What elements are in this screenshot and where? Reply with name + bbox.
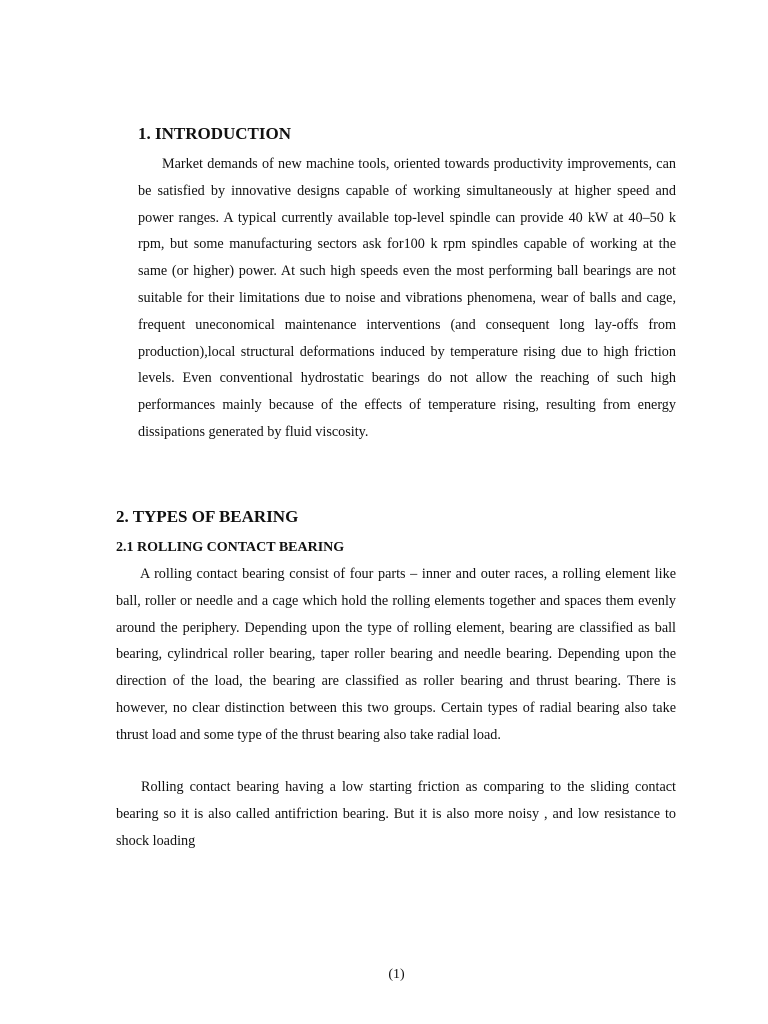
section-heading-types-of-bearing: 2. TYPES OF BEARING xyxy=(116,507,299,526)
subsection-heading-rolling-contact-bearing: 2.1 ROLLING CONTACT BEARING xyxy=(116,540,345,555)
page-number: (1) xyxy=(388,967,405,982)
introduction-paragraph: Market demands of new machine tools, oriented towards productivity improvements, can be satisfied by innovative designs capable of working simultaneously at higher speed and power ranges. A typical currently available top-level spindle can provide 40 kW at 40–50 k rpm, but some manufacturing sectors ask for100 k rpm spindles capable of working at the same (or higher) power. At such high speeds even the most performing ball bearings are not suitable for their limitations due to noise and vibrations phenomena, wear of balls and cage, frequent uneconomical maintenance interventions (and consequent long lay-offs from production),local structural deformations induced by temperature rising due to high friction levels. Even conventional hydrostatic bearings do not allow the reaching of such high performances mainly because of the effects of temperature rising, resulting from energy dissipations generated by fluid viscosity. xyxy=(138,156,676,440)
rolling-contact-paragraph-2: Rolling contact bearing having a low starting friction as comparing to the sliding contact bearing so it is also called antifriction bearing. But it is also more noisy , and low resistance to shock loading xyxy=(116,779,676,849)
rolling-contact-paragraph-1: A rolling contact bearing consist of four parts – inner and outer races, a rolling element like ball, roller or needle and a cage which hold the rolling elements together and spaces them evenly around the periphery. Depending upon the type of rolling element, bearing are classified as ball bearing, cylindrical roller bearing, taper roller bearing and needle bearing. Depending upon the direction of the load, the bearing are classified as roller bearing and thrust bearing. There is however, no clear distinction between this two groups. Certain types of radial bearing also take thrust load and some type of the thrust bearing also take radial load. xyxy=(116,566,676,743)
section-heading-introduction: 1. INTRODUCTION xyxy=(138,124,292,143)
